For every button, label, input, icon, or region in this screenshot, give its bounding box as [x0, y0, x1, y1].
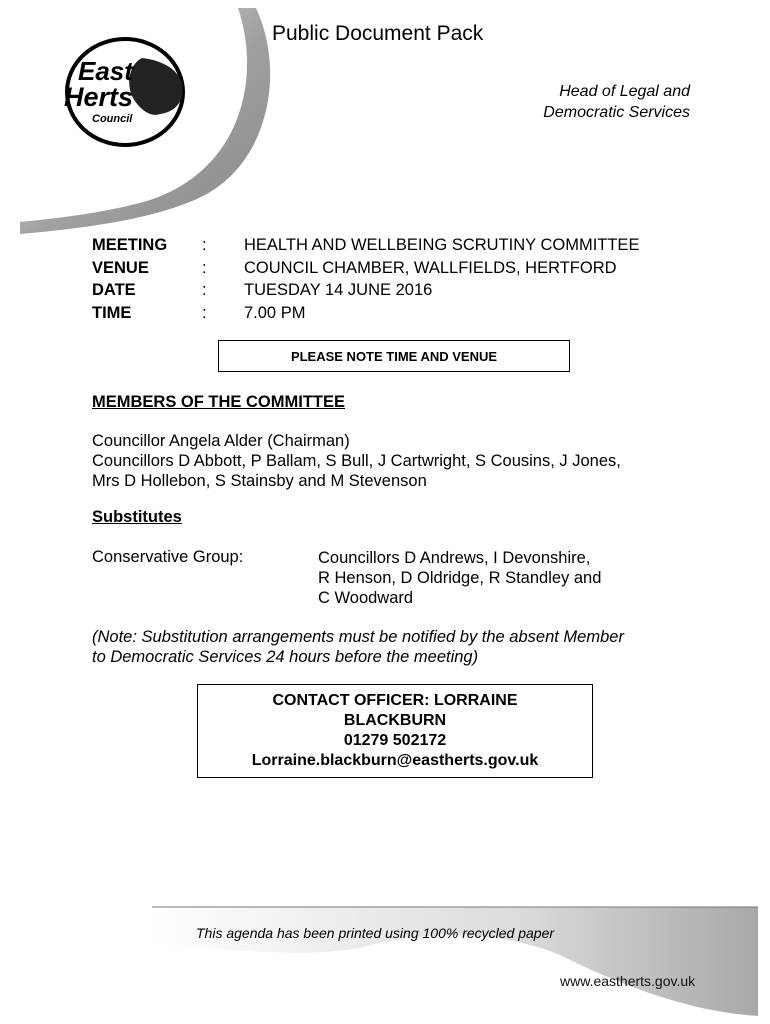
website-link[interactable]: www.eastherts.gov.uk [560, 973, 696, 989]
date-label: DATE [92, 281, 136, 299]
footer-swoosh [152, 907, 758, 1016]
meeting-row [92, 234, 639, 257]
contact-email[interactable]: Lorraine.blackburn@eastherts.gov.uk [251, 752, 539, 769]
members-list [92, 431, 621, 491]
date-colon: : [202, 281, 207, 299]
logo-text-east: East [78, 56, 133, 86]
contact-line-1: CONTACT OFFICER: LORRAINE [272, 692, 518, 709]
substitutes-group: Conservative Group: [92, 548, 244, 566]
members-heading: MEMBERS OF THE COMMITTEE [92, 393, 345, 411]
venue-value: COUNCIL CHAMBER, WALLFIELDS, HERTFORD [244, 258, 617, 277]
substitutes-line-1: Councillors D Andrews, I Devonshire, [318, 549, 591, 567]
contact-line-2: BLACKBURN [343, 712, 447, 729]
substitutes-heading: Substitutes [92, 508, 182, 526]
substitutes-line-2: R Henson, D Oldridge, R Standley and [318, 569, 602, 587]
department-line-2: Democratic Services [543, 104, 690, 121]
contact-officer-box [197, 684, 593, 778]
meeting-colon: : [202, 236, 207, 254]
time-venue-notice: PLEASE NOTE TIME AND VENUE [218, 340, 570, 372]
pack-title: Public Document Pack [272, 22, 484, 45]
members-line-1: Councillor Angela Alder (Chairman) [92, 432, 350, 450]
contact-phone: 01279 502172 [343, 732, 447, 749]
substitutes-list [318, 548, 601, 608]
note-line-2: to Democratic Services 24 hours before the meeting) [92, 648, 479, 666]
east-herts-logo [64, 39, 183, 145]
venue-row [92, 257, 639, 280]
department-line-1: Head of Legal and [559, 83, 690, 100]
logo-text-council: Council [92, 113, 133, 125]
venue-colon: : [202, 258, 207, 277]
substitution-note [92, 627, 624, 667]
time-colon: : [202, 303, 207, 322]
time-row [92, 302, 639, 325]
meeting-value: HEALTH AND WELLBEING SCRUTINY COMMITTEE [244, 236, 640, 254]
time-label: TIME [92, 303, 132, 322]
recycled-paper-note: This agenda has been printed using 100% recycled paper [196, 925, 555, 941]
logo-text-herts: Herts [64, 82, 134, 112]
note-line-1: (Note: Substitution arrangements must be notified by the absent Member [92, 628, 624, 646]
members-line-3: Mrs D Hollebon, S Stainsby and M Stevenson [92, 472, 427, 490]
department-heading [543, 81, 690, 123]
venue-label: VENUE [92, 258, 149, 277]
date-value: TUESDAY 14 JUNE 2016 [244, 281, 433, 299]
date-row [92, 279, 639, 302]
meeting-label: MEETING [92, 236, 168, 254]
members-line-2: Councillors D Abbott, P Ballam, S Bull, J Cartwright, S Cousins, J Jones, [92, 452, 621, 470]
meeting-details [92, 234, 639, 324]
time-value: 7.00 PM [244, 303, 306, 322]
substitutes-line-3: C Woodward [318, 589, 414, 607]
